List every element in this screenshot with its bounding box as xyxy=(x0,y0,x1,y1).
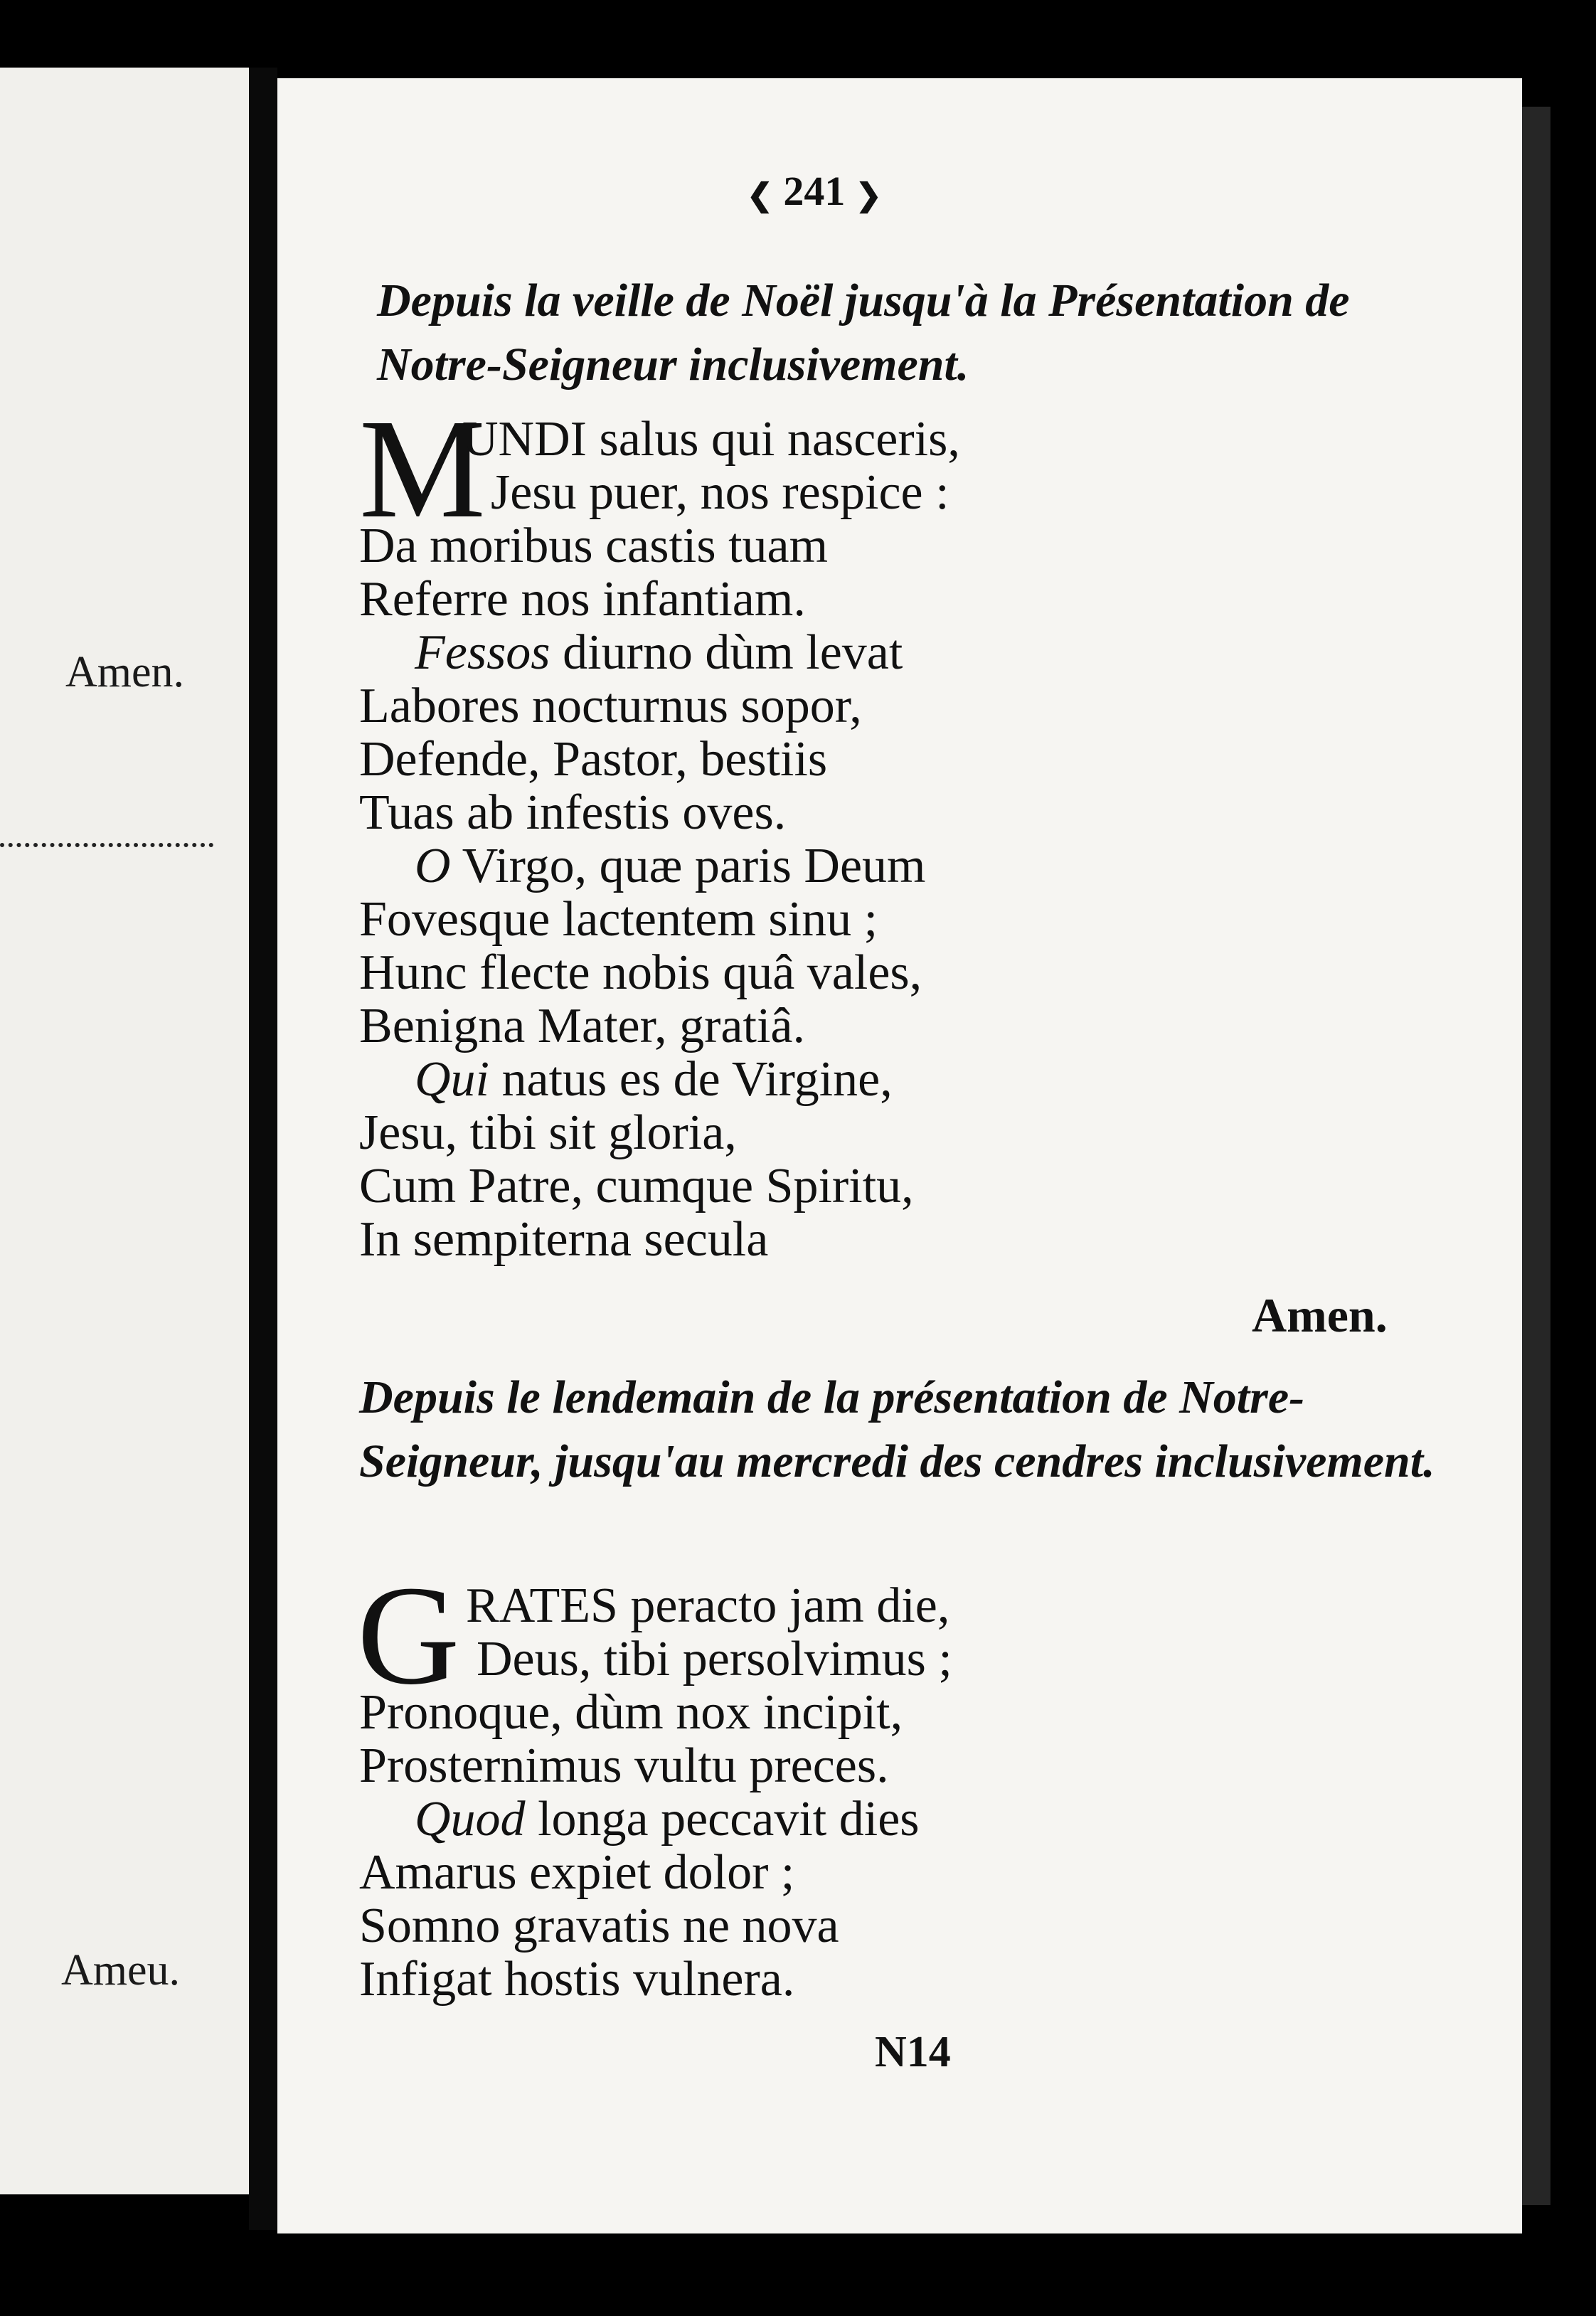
page-number xyxy=(747,167,882,215)
section2-heading: Depuis le lendemain de la présentation de Notre-Seigneur, jusqu'au mercredi des cendres inclusivement. xyxy=(359,1371,1435,1487)
section2-lines-rest: Pronoque, dùm nox incipit, Prosternimus vultu preces. Quod longa peccavit dies Amarus expiet dolor ; Somno gravatis ne nova Infigat hostis vulnera. xyxy=(359,1685,920,2007)
left-amen-top: Amen. xyxy=(65,648,185,696)
section1-line-1: UNDI salus qui nasceris, xyxy=(462,412,960,467)
section2-line-1: RATES peracto jam die, xyxy=(466,1578,950,1633)
ornament-left-icon: ❮ xyxy=(747,178,773,213)
ornament-right-icon: ❯ xyxy=(855,178,882,213)
left-divider xyxy=(0,843,213,847)
left-amen-bottom: Ameu. xyxy=(61,1946,181,1994)
section2-dropcap: G xyxy=(357,1557,460,1714)
page-number-text: 241 xyxy=(783,168,846,214)
section1-line-2: Jesu puer, nos respice : xyxy=(491,465,949,520)
section1-lines-rest: Da moribus castis tuam Referre nos infantiam. Fessos diurno dùm levat Labores nocturnus sopor, Defende, Pastor, bestiis Tuas ab infestis oves. O Virgo, quæ paris Deum Fovesque lactentem sinu ; Hunc flecte nobis quâ vales, Benigna Mater, gratiâ. Qui natus es de Virgine, Jesu, tibi sit gloria, Cum Patre, cumque Spiritu, In sempiterna secula xyxy=(359,519,926,1267)
book-page xyxy=(277,78,1522,2233)
section1-dropcap: M xyxy=(359,391,486,548)
section2-line-2: Deus, tibi persolvimus ; xyxy=(477,1632,952,1686)
page-edge xyxy=(1522,107,1550,2205)
page-gutter xyxy=(249,68,277,2230)
section1-heading: Depuis la veille de Noël jusqu'à la Présentation de Notre-Seigneur inclusivement. xyxy=(377,275,1350,391)
section1-amen: Amen. xyxy=(1252,1288,1388,1342)
signature-mark: N14 xyxy=(875,2028,951,2076)
left-facing-page xyxy=(0,68,249,2194)
